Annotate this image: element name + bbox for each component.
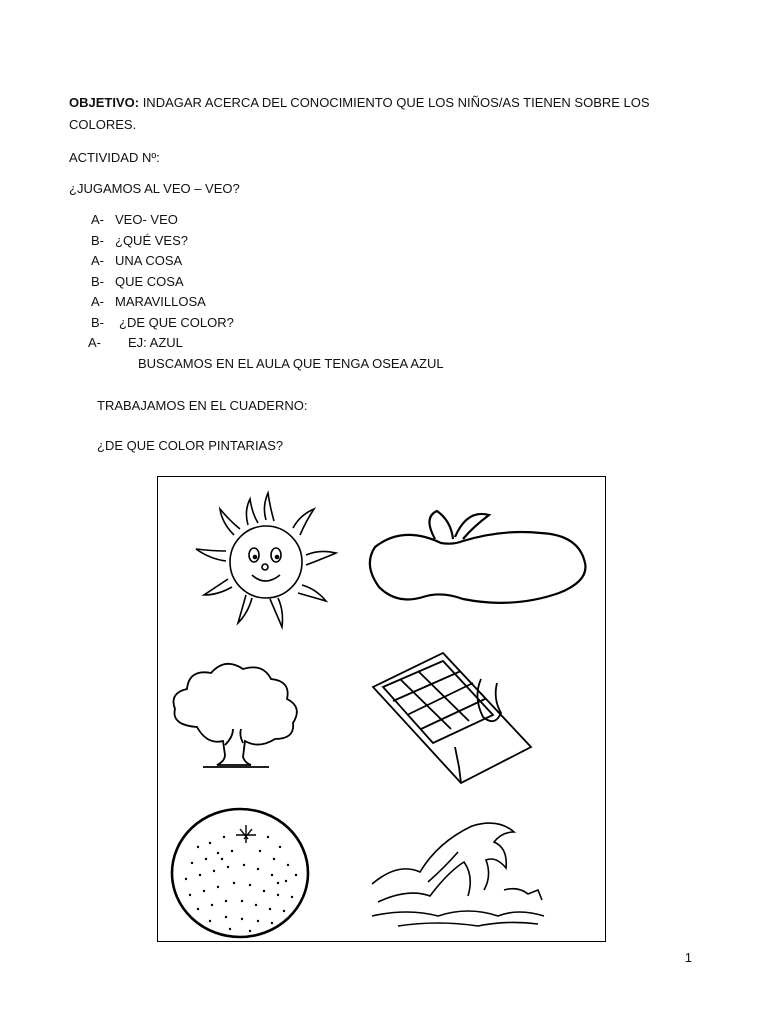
dialogue-line: MARAVILLOSA <box>115 294 206 309</box>
dialogue-line: EJ: AZUL <box>128 335 183 350</box>
objective-line-1 <box>69 95 650 111</box>
dialogue-line: ¿DE QUE COLOR? <box>119 315 234 330</box>
dialogue-prefix: A- <box>91 253 104 268</box>
objective-label: OBJETIVO: <box>69 95 140 110</box>
dialogue-prefix: B- <box>91 274 104 289</box>
chocolate-bar-icon <box>363 637 543 787</box>
dialogue-prefix: A- <box>88 335 101 350</box>
orange-icon <box>168 807 318 942</box>
activity-heading: ACTIVIDAD Nº: <box>69 150 160 165</box>
apple-icon <box>363 505 598 605</box>
dialogue-line: VEO- VEO <box>115 212 178 227</box>
dialogue-prefix: A- <box>91 294 104 309</box>
objective-text: INDAGAR ACERCA DEL CONOCIMIENTO QUE LOS NIÑOS/AS TIENEN SOBRE LOS <box>139 95 650 110</box>
search-instruction: BUSCAMOS EN EL AULA QUE TENGA OSEA AZUL <box>138 356 444 371</box>
color-question: ¿DE QUE COLOR PINTARIAS? <box>97 438 284 453</box>
notebook-work-heading: TRABAJAMOS EN EL CUADERNO: <box>97 398 308 413</box>
dialogue-line: ¿QUÉ VES? <box>115 233 188 248</box>
game-title: ¿JUGAMOS AL VEO – VEO? <box>69 181 240 196</box>
objective-line-2: COLORES. <box>69 117 137 132</box>
tree-icon <box>163 657 313 777</box>
drawings-frame <box>157 476 606 942</box>
dialogue-prefix: A- <box>91 212 104 227</box>
sun-icon <box>166 485 366 635</box>
dialogue-line: UNA COSA <box>115 253 183 268</box>
dialogue-line: QUE COSA <box>115 274 184 289</box>
page-number: 1 <box>684 950 692 965</box>
dialogue-prefix: B- <box>91 315 104 330</box>
wave-icon <box>368 812 548 932</box>
dialogue-prefix: B- <box>91 233 104 248</box>
